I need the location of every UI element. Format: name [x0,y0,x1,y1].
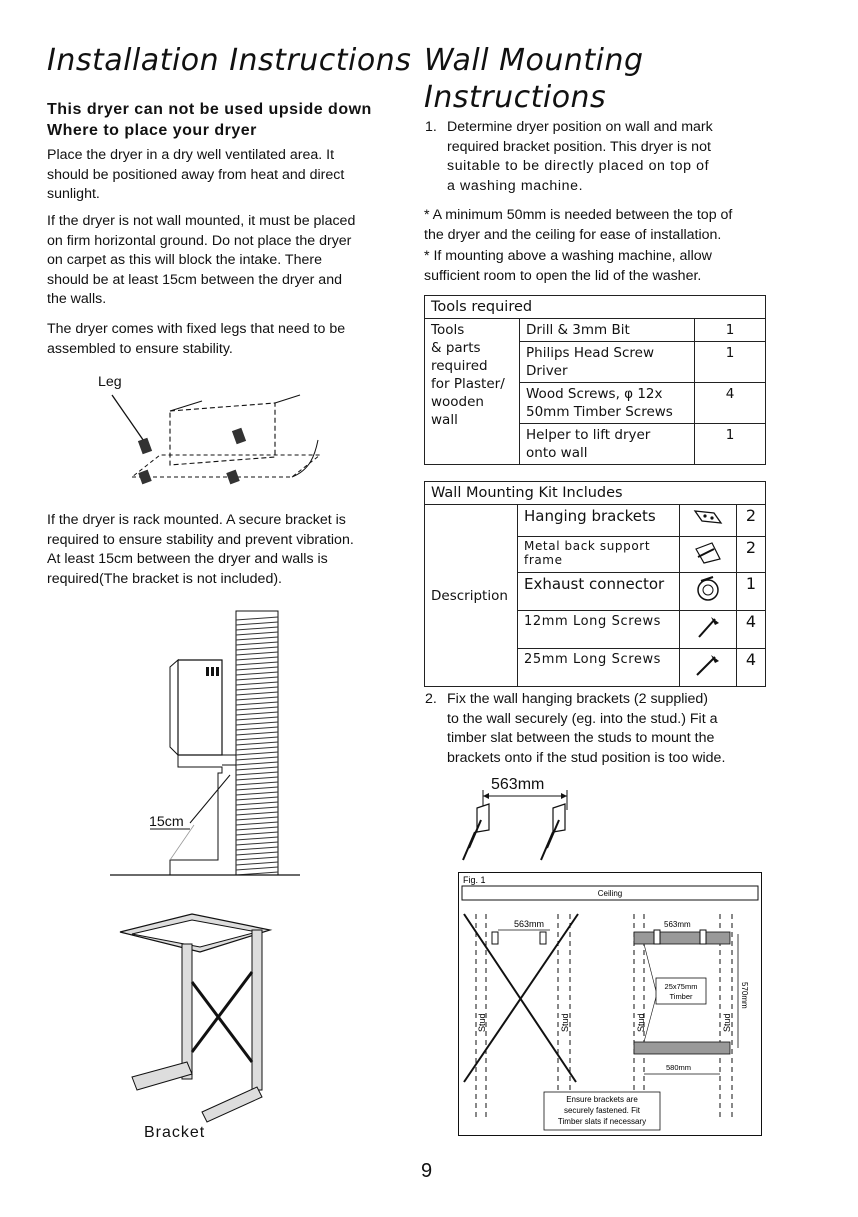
paragraph-placement: Place the dryer in a dry well ventilated area. It should be positioned away from heat and direct sunlight. [47,147,345,202]
tools-table [424,295,766,465]
hanging-bracket-icon [680,505,737,537]
page-title: Installation Instructions [47,43,412,78]
fig-note-line2: securely fastened. Fit [563,1106,641,1115]
fig-note-line1: Ensure brackets are [566,1095,638,1104]
warning-heading: This dryer can not be used upside down [47,101,372,118]
wall-clearance-illustration [110,605,310,885]
dim-right-label: 563mm [664,920,691,929]
tool-item: Helper to lift dryer onto wall [520,424,695,465]
kit-item: Hanging brackets [518,505,680,537]
step-1-text: Determine dryer position on wall and mark required bracket position. This dryer is not suitable to be directly placed on top of a washing machine. [447,119,713,194]
bracket-spacing-diagram [455,790,575,875]
section-heading: Where to place your dryer [47,122,257,139]
kit-item: Metal back support frame [518,537,680,573]
kit-qty: 4 [737,649,766,687]
kit-table [424,481,766,687]
kit-item: Exhaust connector [518,573,680,611]
section-title-line1: Wall Mounting [424,43,644,78]
dim-left-label: 563mm [514,919,545,929]
paragraph-legs: The dryer comes with fixed legs that need to be assembled to ensure stability. [47,321,346,357]
timber-label-line1: 25x75mm [664,982,698,991]
stud-label: Stud [636,1013,646,1032]
leg-icon [138,470,152,485]
tool-qty: 4 [695,383,766,424]
kit-item: 12mm Long Screws [518,611,680,649]
clearance-label: 15cm [149,814,184,830]
paragraph-floor-placement: If the dryer is not wall mounted, it must be placed on firm horizontal ground. Do not place the dryer on carpet as this will block the intake. There should be at least 15cm between the dryer and the walls. [47,213,356,307]
stud-label: Stud [477,1013,487,1032]
step-2-number: 2. [425,691,437,707]
section-title-line2: Instructions [424,80,607,115]
fig-label: Fig. 1 [463,875,486,885]
bracket-label: Bracket [144,1124,206,1141]
tool-qty: 1 [695,424,766,465]
stud-label: Stud [722,1013,732,1032]
step-2-text: Fix the wall hanging brackets (2 supplied) to the wall securely (eg. into the stud.) Fit a timber slat between the studs to mount the brackets onto if the stud position is too wide. [447,691,726,766]
screw-icon [680,611,737,649]
kit-table-header: Wall Mounting Kit Includes [425,482,766,505]
dim-580-label: 580mm [666,1063,692,1072]
kit-qty: 2 [737,505,766,537]
leg-icon [138,438,152,455]
note-washer: * If mounting above a washing machine, allow sufficient room to open the lid of the washer. [424,248,712,284]
note-clearance: * A minimum 50mm is needed between the top of the dryer and the ceiling for ease of installation. [424,207,733,243]
stud-label: Stud [560,1013,570,1032]
tool-item: Drill & 3mm Bit [520,319,695,342]
tools-category: Tools & parts required for Plaster/ wooden wall [425,319,520,465]
kit-qty: 1 [737,573,766,611]
leg-icon [232,428,246,445]
page-number: 9 [421,1160,433,1182]
support-frame-icon [680,537,737,573]
fig-note-line3: Timber slats if necessary [557,1117,647,1126]
tool-item: Wood Screws, φ 12x 50mm Timber Screws [520,383,695,424]
tool-qty: 1 [695,319,766,342]
tool-item: Philips Head Screw Driver [520,342,695,383]
leg-label: Leg [98,374,122,390]
kit-category: Description [425,505,518,687]
kit-item: 25mm Long Screws [518,649,680,687]
exhaust-connector-icon [680,573,737,611]
paragraph-rack-mount: If the dryer is rack mounted. A secure bracket is required to ensure stability and prevent vibration. At least 15cm between the dryer and walls is required(The bracket is not included). [47,512,354,587]
timber-label-line2: Timber [669,992,693,1001]
ceiling-label: Ceiling [597,889,623,898]
leg-icon [226,470,240,485]
tool-qty: 1 [695,342,766,383]
kit-qty: 2 [737,537,766,573]
step-1-number: 1. [425,119,437,135]
bracket-spacing-label: 563mm [491,776,545,793]
dim-570-label: 570mm [740,982,749,1009]
tools-table-header: Tools required [425,296,766,319]
bracket-illustration [112,912,292,1127]
dryer-legs-illustration [110,385,330,495]
screw-icon [680,649,737,687]
fig-1-diagram [458,872,762,1136]
kit-qty: 4 [737,611,766,649]
